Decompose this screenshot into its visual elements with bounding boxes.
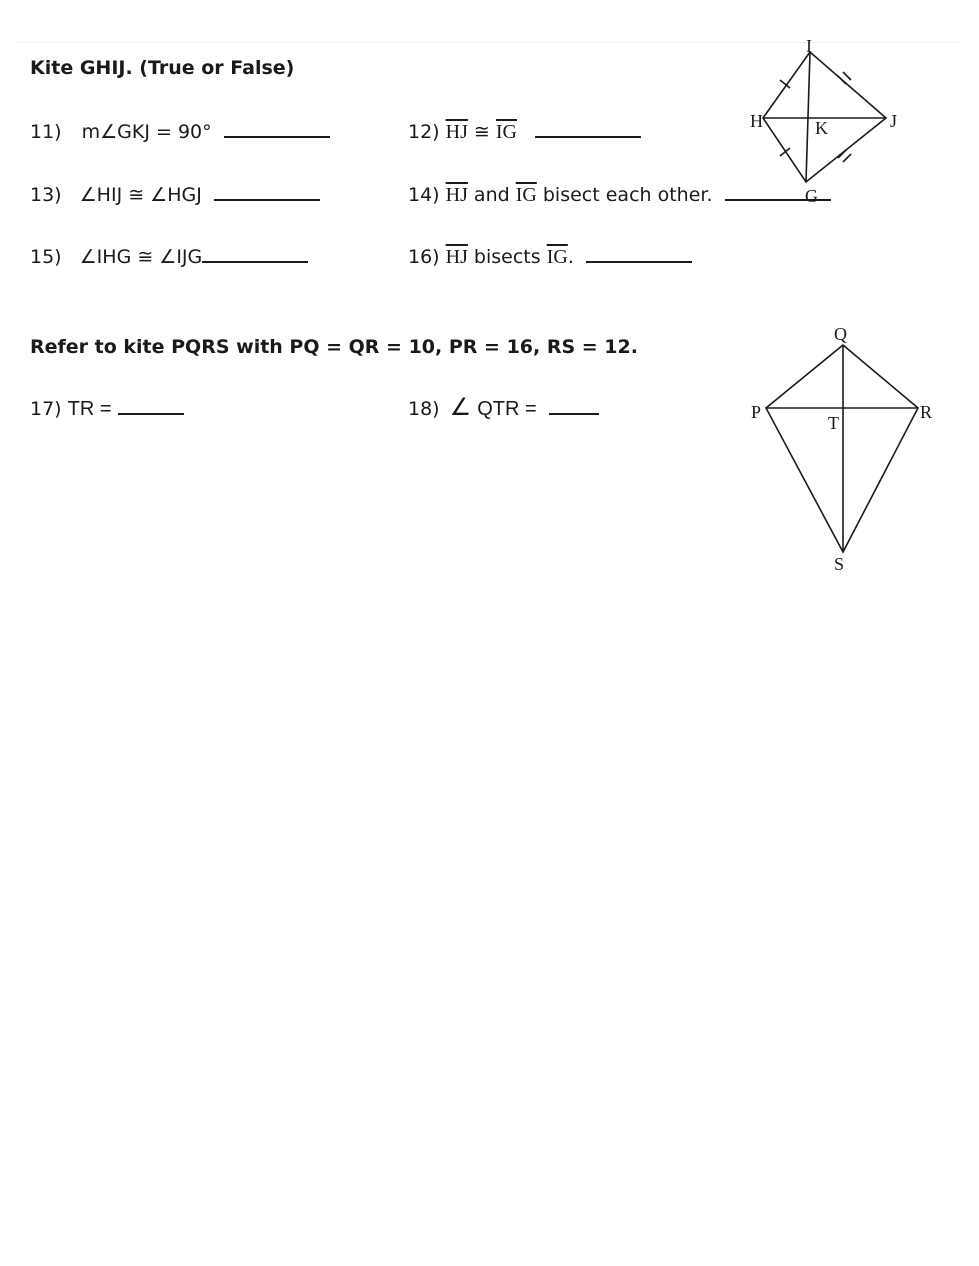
segment-a: $\overline{HJ}$ (445, 184, 468, 206)
answer-blank-12[interactable] (535, 118, 641, 138)
kite-pqrs-outline (766, 345, 918, 552)
answer-blank-13[interactable] (214, 181, 320, 201)
question-12 (408, 118, 641, 144)
question-number: 13) (30, 184, 62, 206)
question-tail: bisect each other. (542, 184, 713, 206)
answer-blank-11[interactable] (224, 118, 330, 138)
question-number: 14) (408, 184, 440, 206)
question-number: 11) (30, 121, 62, 143)
tick-ij-1 (838, 76, 846, 84)
question-15 (30, 243, 308, 269)
connector-text: and (473, 184, 510, 206)
label-g: G (805, 186, 818, 206)
question-11 (30, 118, 330, 144)
label-r: R (920, 402, 933, 422)
question-16 (408, 243, 692, 269)
tick-ij-2 (843, 72, 851, 80)
label-j: J (890, 111, 898, 131)
label-q: Q (834, 324, 847, 344)
question-13 (30, 181, 320, 207)
label-t: T (828, 413, 839, 433)
question-14 (408, 181, 831, 207)
answer-blank-14[interactable] (725, 181, 831, 201)
question-text: m∠GKJ = 90° (81, 121, 212, 143)
answer-blank-15[interactable] (202, 243, 308, 263)
connector-text: bisects (473, 246, 541, 268)
question-18 (408, 395, 599, 421)
answer-blank-16[interactable] (586, 243, 692, 263)
angle-symbol: ∠ (449, 394, 472, 421)
segment-a: $\overline{HJ}$ (445, 121, 468, 143)
label-k: K (815, 118, 828, 138)
question-tail: . (567, 246, 574, 268)
tick-gj-2 (843, 154, 851, 162)
tick-hi (780, 80, 790, 88)
kite-ghij-outline (763, 52, 886, 182)
segment-b: $\overline{IG}$ (546, 246, 568, 268)
congruent-symbol: ≅ (473, 121, 490, 143)
section1-heading: Kite GHIJ. (True or False) (30, 57, 295, 79)
question-text: TR = (67, 398, 112, 420)
question-number: 16) (408, 246, 440, 268)
question-number: 12) (408, 121, 440, 143)
question-text: ∠IHG ≅ ∠IJG (79, 246, 203, 268)
label-s: S (834, 554, 845, 574)
label-i: I (806, 36, 812, 56)
question-number: 18) (408, 398, 440, 420)
question-number: 15) (30, 246, 62, 268)
section2-heading: Refer to kite PQRS with PQ = QR = 10, PR = 16, RS = 12. (30, 336, 638, 358)
answer-blank-17[interactable] (118, 395, 184, 415)
tick-gj-1 (838, 150, 846, 158)
label-p: P (751, 402, 762, 422)
question-number: 17) (30, 398, 62, 420)
question-17 (30, 395, 184, 421)
question-text: ∠HIJ ≅ ∠HGJ (79, 184, 202, 206)
tick-hg (780, 148, 790, 156)
answer-blank-18[interactable] (549, 395, 599, 415)
question-text: QTR = (477, 398, 537, 420)
segment-b: $\overline{IG}$ (495, 121, 517, 143)
label-h: H (750, 111, 763, 131)
segment-b: $\overline{IG}$ (515, 184, 537, 206)
segment-a: $\overline{HJ}$ (445, 246, 468, 268)
top-rule (18, 42, 958, 43)
diagonal-ig (806, 52, 810, 182)
